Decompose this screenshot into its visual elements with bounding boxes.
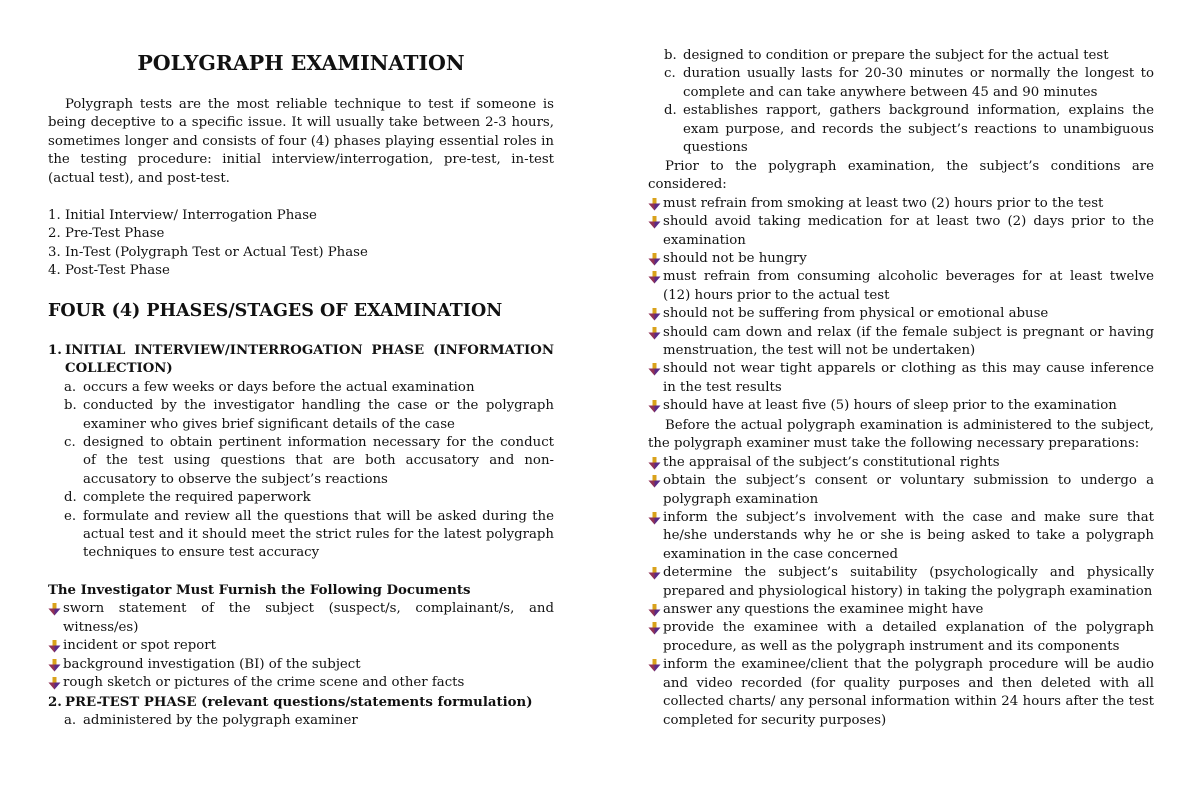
- item-text: establishes rapport, gathers background information, explains the exam purpose, and records the subject’s reactions to unambiguous questions: [683, 103, 1154, 156]
- bullet-text: inform the examinee/client that the polygraph procedure will be audio and video recorded (for quality purposes and then deleted with all collected charts/ any personal information within 24 hours after the test completed for security purposes): [663, 657, 1154, 728]
- lettered-item: [48, 712, 554, 730]
- lettered-item: [48, 508, 554, 563]
- bullet-text: should have at least five (5) hours of sleep prior to the examination: [663, 398, 1117, 414]
- phase-list-item: [48, 207, 554, 225]
- item-letter: b.: [64, 398, 77, 414]
- bullet-text: must refrain from smoking at least two (2) hours prior to the test: [663, 195, 1104, 211]
- documents-heading: The Investigator Must Furnish the Following Documents: [48, 583, 471, 598]
- lettered-item: [48, 489, 554, 507]
- item-letter: a.: [64, 713, 77, 729]
- bullet-item: [648, 213, 1154, 250]
- bullet-text: inform the subject’s involvement with the case and make sure that he/she understands why he or she is being asked to take a polygraph examination in the case concerned: [663, 510, 1154, 562]
- phase-list: [48, 207, 554, 281]
- bullet-text: rough sketch or pictures of the crime scene and other facts: [63, 675, 465, 691]
- down-arrow-icon: [648, 604, 661, 617]
- preparations-items: [648, 454, 1154, 730]
- phase-list-number: 2.: [48, 226, 61, 242]
- down-arrow-icon: [48, 677, 61, 690]
- bullet-text: incident or spot report: [63, 638, 216, 654]
- item-letter: c.: [664, 66, 676, 82]
- bullet-text: provide the examinee with a detailed explanation of the polygraph procedure, as well as the polygraph instrument and its components: [663, 620, 1154, 654]
- down-arrow-icon: [648, 457, 661, 470]
- lettered-item: [648, 65, 1154, 102]
- bullet-item: [48, 637, 554, 655]
- bullet-text: determine the subject’s suitability (psychologically and physically prepared and physiological history) in taking the polygraph examination: [663, 565, 1154, 599]
- bullet-item: [648, 619, 1154, 656]
- phase-list-text: Initial Interview/ Interrogation Phase: [65, 208, 317, 223]
- down-arrow-icon: [648, 567, 661, 580]
- bullet-text: obtain the subject’s consent or voluntary submission to undergo a polygraph examination: [663, 473, 1154, 507]
- down-arrow-icon: [648, 475, 661, 488]
- item-text: occurs a few weeks or days before the actual examination: [83, 379, 475, 395]
- phase-list-number: 1.: [48, 208, 61, 223]
- bullet-item: [648, 360, 1154, 397]
- bullet-item: [48, 674, 554, 692]
- bullet-text: the appraisal of the subject’s constitutional rights: [663, 454, 1000, 470]
- down-arrow-icon: [648, 512, 661, 525]
- bullet-item: [48, 656, 554, 674]
- down-arrow-icon: [648, 271, 661, 284]
- bullet-item: [648, 268, 1154, 305]
- item-text: administered by the polygraph examiner: [83, 713, 358, 729]
- bullet-item: [648, 195, 1154, 213]
- item-text: duration usually lasts for 20-30 minutes or normally the longest to complete and can take anywhere between 45 and 90 minutes: [683, 66, 1154, 100]
- down-arrow-icon: [648, 622, 661, 635]
- lettered-item: [648, 47, 1154, 65]
- bullet-text: should avoid taking medication for at least two (2) days prior to the examination: [663, 214, 1154, 248]
- bullet-item: [648, 564, 1154, 601]
- down-arrow-icon: [48, 659, 61, 672]
- bullet-text: should not be hungry: [663, 251, 807, 267]
- phase2-heading: [48, 694, 554, 712]
- lettered-item: [48, 379, 554, 397]
- item-letter: e.: [64, 508, 77, 524]
- phase2-continued-items: [648, 47, 1154, 157]
- item-text: conducted by the investigator handling the case or the polygraph examiner who gives brief significant details of the case: [83, 398, 554, 432]
- phase1-items: [48, 379, 554, 563]
- phase-list-text: Post-Test Phase: [65, 263, 170, 279]
- item-letter: c.: [64, 435, 76, 451]
- bullet-item: [48, 600, 554, 637]
- down-arrow-icon: [48, 603, 61, 616]
- phase1-number: 1.: [48, 343, 62, 358]
- down-arrow-icon: [648, 216, 661, 229]
- down-arrow-icon: [648, 308, 661, 321]
- lettered-item: [48, 397, 554, 434]
- item-letter: d.: [64, 490, 77, 506]
- item-letter: d.: [664, 103, 677, 119]
- phase-list-item: [48, 262, 554, 280]
- phase-list-number: 3.: [48, 244, 61, 260]
- intro-paragraph: Polygraph tests are the most reliable technique to test if someone is being deceptive to a specific issue. It will usually take between 2-3 hours, sometimes longer and consists of four (4) phases playing essential roles in the testing procedure: initial interview/interrogation, pre-test, in-test (actual test), and post-test.: [48, 97, 554, 186]
- down-arrow-icon: [648, 659, 661, 672]
- down-arrow-icon: [48, 640, 61, 653]
- bullet-text: background investigation (BI) of the subject: [63, 656, 361, 672]
- bullet-item: [648, 472, 1154, 509]
- conditions-block: [648, 158, 1154, 416]
- item-text: complete the required paperwork: [83, 490, 311, 506]
- bullet-item: [648, 454, 1154, 472]
- preparations-intro: Before the actual polygraph examination is administered to the subject, the polygraph examiner must take the following necessary preparations:: [648, 418, 1154, 452]
- phase-list-text: In-Test (Polygraph Test or Actual Test) Phase: [65, 244, 368, 260]
- phase1-heading-text: INITIAL INTERVIEW/INTERROGATION PHASE (INFORMATION COLLECTION): [65, 343, 554, 377]
- phase1-heading: [48, 342, 554, 379]
- phase1-block: [48, 342, 554, 563]
- bullet-item: [648, 509, 1154, 564]
- bullet-item: [648, 397, 1154, 415]
- phase-list-item: [48, 244, 554, 262]
- item-text: formulate and review all the questions that will be asked during the actual test and it should meet the strict rules for the latest polygraph techniques to ensure test accuracy: [83, 508, 554, 561]
- page-title: POLYGRAPH EXAMINATION: [137, 51, 465, 75]
- bullet-item: [648, 324, 1154, 361]
- down-arrow-icon: [648, 198, 661, 211]
- bullet-text: should cam down and relax (if the female subject is pregnant or having menstruation, the test will not be undertaken): [663, 324, 1154, 359]
- conditions-items: [648, 195, 1154, 416]
- bullet-item: [648, 656, 1154, 730]
- lettered-item: [48, 434, 554, 489]
- preparations-block: [648, 417, 1154, 730]
- down-arrow-icon: [648, 363, 661, 376]
- phase2-block: [48, 694, 554, 731]
- down-arrow-icon: [648, 327, 661, 340]
- bullet-text: should not be suffering from physical or emotional abuse: [663, 306, 1049, 322]
- phase-list-text: Pre-Test Phase: [65, 226, 165, 242]
- down-arrow-icon: [648, 253, 661, 266]
- phase-list-item: [48, 225, 554, 243]
- item-text: designed to condition or prepare the subject for the actual test: [683, 48, 1109, 63]
- section-heading: FOUR (4) PHASES/STAGES OF EXAMINATION: [48, 301, 503, 321]
- item-text: designed to obtain pertinent information necessary for the conduct of the test using questions that are both accusatory and non-accusatory to observe the subject’s reactions: [83, 435, 554, 487]
- bullet-text: answer any questions the examinee might have: [663, 602, 984, 618]
- bullet-item: [648, 305, 1154, 323]
- item-letter: b.: [664, 48, 677, 63]
- bullet-item: [648, 250, 1154, 268]
- bullet-text: must refrain from consuming alcoholic beverages for at least twelve (12) hours prior to the actual test: [663, 269, 1154, 303]
- lettered-item: [648, 102, 1154, 157]
- down-arrow-icon: [648, 400, 661, 413]
- conditions-intro: Prior to the polygraph examination, the subject’s conditions are considered:: [648, 159, 1154, 193]
- bullet-text: sworn statement of the subject (suspect/s, complainant/s, and witness/es): [63, 601, 554, 635]
- phase-list-number: 4.: [48, 263, 61, 279]
- documents-block: [48, 582, 554, 692]
- documents-items: [48, 600, 554, 692]
- phase2-number: 2.: [48, 695, 62, 710]
- phase2-heading-text: PRE-TEST PHASE (relevant questions/statements formulation): [65, 695, 533, 710]
- bullet-text: should not wear tight apparels or clothing as this may cause inference in the test results: [663, 361, 1154, 395]
- item-letter: a.: [64, 379, 77, 395]
- bullet-item: [648, 601, 1154, 619]
- phase2-items: [48, 712, 554, 730]
